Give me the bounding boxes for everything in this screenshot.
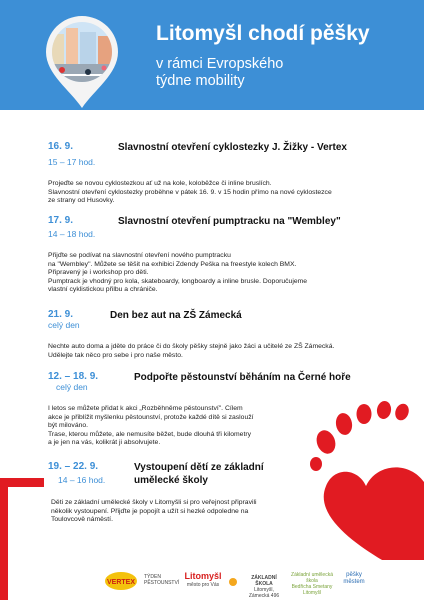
event-title-line: Vystoupení dětí ze základní	[134, 462, 264, 473]
vertex-logo	[104, 570, 138, 592]
event-title	[118, 215, 341, 228]
event-description	[51, 499, 257, 525]
hand-logo-icon	[228, 570, 238, 592]
logo-text: Litomyšl	[184, 571, 222, 581]
event-title	[134, 461, 264, 487]
event-text-line: a je jen na vás, kolikrát ji absolvujete.	[48, 439, 161, 447]
pesky-mestem-logo	[340, 570, 368, 592]
event-description	[48, 180, 332, 206]
event-time: celý den	[48, 320, 80, 330]
map-pin-illustration-icon	[40, 16, 124, 110]
logo-text: ZÁKLADNÍ ŠKOLA	[251, 575, 277, 587]
zs-zamecka-logo	[244, 570, 284, 599]
heart-footprint-icon	[296, 390, 424, 560]
event-text-line: Nechte auto doma a jděte do práce či do školy pěšky stejně jako žáci a učitelé ze ZŠ Zámecká.	[48, 343, 335, 350]
event-title-line: Slavnostní otevření pumptracku na "Wembley"	[118, 216, 341, 227]
event-title	[118, 141, 347, 154]
event-text-line: Pumptrack je vhodný pro kola, skateboardy, longboardy a inline brusle. Doporučujeme	[48, 277, 308, 285]
event-title-line: umělecké školy	[134, 475, 208, 486]
logo-text: pěšky	[346, 572, 362, 578]
event-title	[134, 371, 351, 384]
event-text-line: Připravený je i workshop pro děti.	[48, 269, 149, 277]
event-date: 17. 9.	[48, 215, 74, 226]
corner-cutout	[8, 487, 44, 600]
event-text-line: Slavnostní otevření cyklostezky proběhne v pátek 16. 9. v 15 hodin přímo na nové cyklostezce	[48, 188, 332, 196]
logo-text: TÝDEN	[144, 574, 161, 580]
header-banner	[0, 0, 424, 110]
event-text-line: Děti ze základní umělecké školy v Litomyšli si pro veřejnost připravili	[51, 499, 257, 506]
event-title-line: Slavnostní otevření cyklostezky J. Žižky - Vertex	[118, 142, 347, 153]
vertex-logo-text: VERTEX	[106, 579, 136, 586]
logo-text: Litomyšl, Zámecká 496	[248, 587, 280, 599]
zus-logo	[288, 570, 336, 596]
event-text-line: být milováno.	[48, 422, 89, 430]
event-time: 15 – 17 hod.	[48, 157, 96, 167]
subtitle-line: týdne mobility	[156, 73, 245, 89]
event-text-line: ze strany od Husovky.	[48, 197, 115, 205]
event-text-line: akce je přiblížit myšlenku pěstounství, protože každé dítě si zaslouží	[48, 413, 254, 421]
event-text-line: několik vystoupení. Přijďte je popojít a užít si hezké odpoledne na	[51, 507, 249, 515]
litomysl-logo	[182, 570, 224, 592]
event-title	[110, 309, 242, 322]
event-date: 16. 9.	[48, 141, 74, 152]
event-time: 14 – 16 hod.	[58, 475, 106, 485]
event-text-line: na "Wembley". Můžete se těšit na exhibici Zdendy Peška na freestyle kolech BMX.	[48, 260, 297, 268]
event-title-line: Podpořte pěstounství běháním na Černé hoře	[134, 372, 351, 383]
event-description	[48, 405, 254, 448]
page-title: Litomyšl chodí pěšky	[156, 22, 370, 45]
event-time: celý den	[56, 382, 88, 392]
logo-text: Litomyšl	[302, 590, 322, 596]
pestounstvi-logo	[144, 570, 178, 592]
logo-text: Bedřicha Smetany	[291, 584, 333, 590]
logo-text: PĚSTOUNSTVÍ	[144, 580, 180, 586]
event-time: 14 – 18 hod.	[48, 229, 96, 239]
event-title-line: Den bez aut na ZŠ Zámecká	[110, 310, 242, 321]
logo-text: město pro Vás	[186, 582, 220, 588]
event-date: 19. – 22. 9.	[48, 461, 99, 472]
event-text-line: Toulovcově náměstí.	[51, 516, 113, 524]
event-text-line: Přijďte se podívat na slavnostní otevření nového pumptracku	[48, 252, 231, 259]
event-text-line: Projeďte se novou cyklostezkou ať už na kole, koloběžce či inline bruslích.	[48, 180, 272, 187]
event-text-line: Trase, kterou můžete, ale nemusíte běžet, bude dlouhá tři kilometry	[48, 430, 252, 438]
event-text-line: I letos se můžete přidat k akci „Rozběhněme pěstounství". Cílem	[48, 405, 243, 412]
page-subtitle	[156, 56, 283, 90]
event-date: 12. – 18. 9.	[48, 371, 99, 382]
event-description	[48, 343, 334, 360]
event-text-line: Udělejte tak něco pro sebe i pro naše město.	[48, 351, 183, 359]
event-description	[48, 252, 307, 295]
event-text-line: vlastní cyklistickou přilbu a chrániče.	[48, 286, 158, 294]
logo-text: Základní umělecká škola	[291, 572, 333, 584]
event-date: 21. 9.	[48, 309, 74, 320]
subtitle-line: v rámci Evropského	[156, 56, 284, 72]
sponsor-logos	[104, 570, 404, 599]
logo-text: městem	[343, 579, 365, 585]
